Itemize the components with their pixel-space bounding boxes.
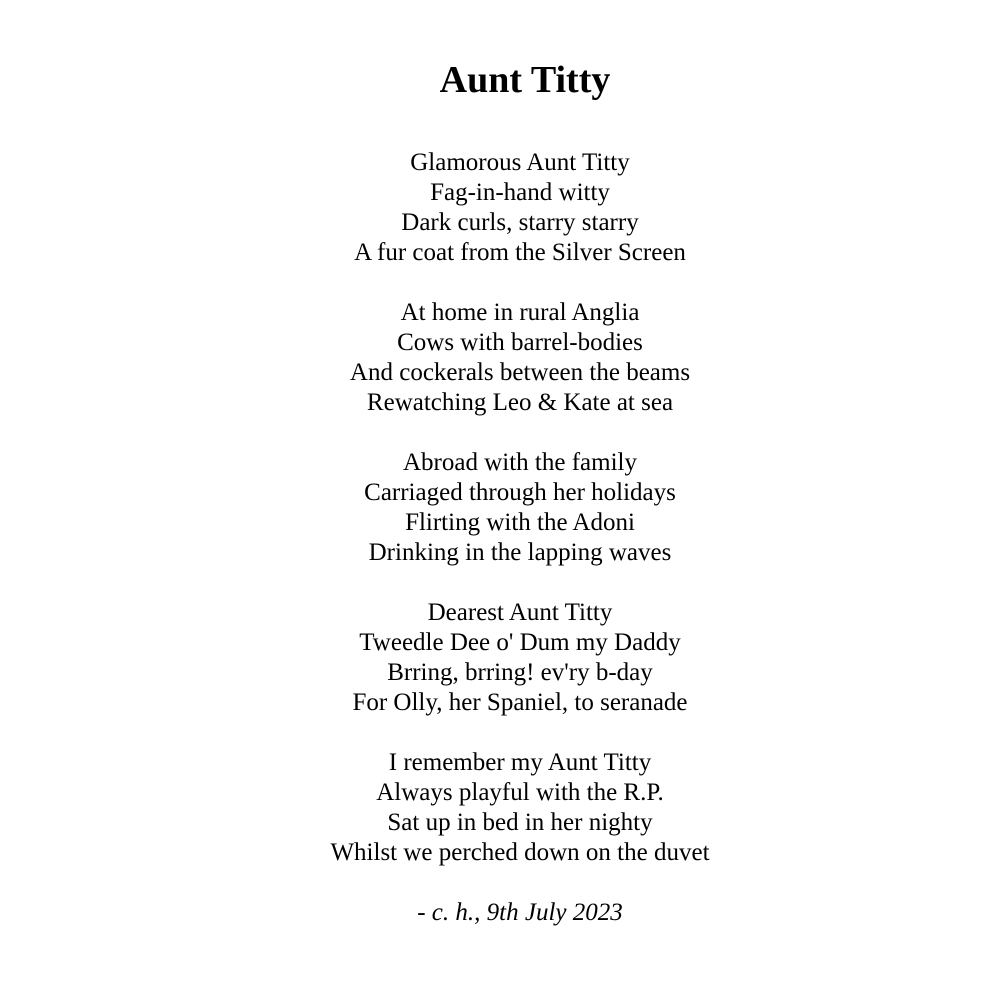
poem-line: Glamorous Aunt Titty	[410, 149, 630, 176]
poem-line: For Olly, her Spaniel, to seranade	[352, 689, 688, 716]
poem-line: Sat up in bed in her nighty	[387, 809, 653, 836]
poem-line: Fag-in-hand witty	[430, 179, 610, 206]
stanza-1	[0, 148, 1000, 268]
stanza-5	[0, 748, 1000, 868]
poem-line: Whilst we perched down on the duvet	[330, 839, 710, 866]
poem-line: Tweedle Dee o' Dum my Daddy	[359, 629, 681, 656]
poem-line: Brring, brring! ev'ry b-day	[387, 659, 653, 686]
poem-title: Aunt Titty	[439, 59, 611, 101]
poem-line: Dearest Aunt Titty	[427, 599, 613, 626]
poem-line: At home in rural Anglia	[400, 299, 640, 326]
poem-line: Rewatching Leo & Kate at sea	[366, 389, 674, 416]
poem-line: Dark curls, starry starry	[401, 209, 639, 236]
poem-line: Always playful with the R.P.	[376, 779, 664, 806]
poem-line: Flirting with the Adoni	[405, 509, 635, 536]
stanza-2	[0, 298, 1000, 418]
poem-line: Drinking in the lapping waves	[368, 539, 672, 566]
stanza-3	[0, 448, 1000, 568]
author-signature: - c. h., 9th July 2023	[417, 899, 623, 926]
poem-line: And cockerals between the beams	[349, 359, 691, 386]
stanza-4	[0, 598, 1000, 718]
poem-line: Cows with barrel-bodies	[397, 329, 643, 356]
poem-line: Carriaged through her holidays	[364, 479, 676, 506]
poem-line: A fur coat from the Silver Screen	[354, 239, 686, 266]
poem-line: I remember my Aunt Titty	[388, 749, 652, 776]
poem-line: Abroad with the family	[403, 449, 637, 476]
